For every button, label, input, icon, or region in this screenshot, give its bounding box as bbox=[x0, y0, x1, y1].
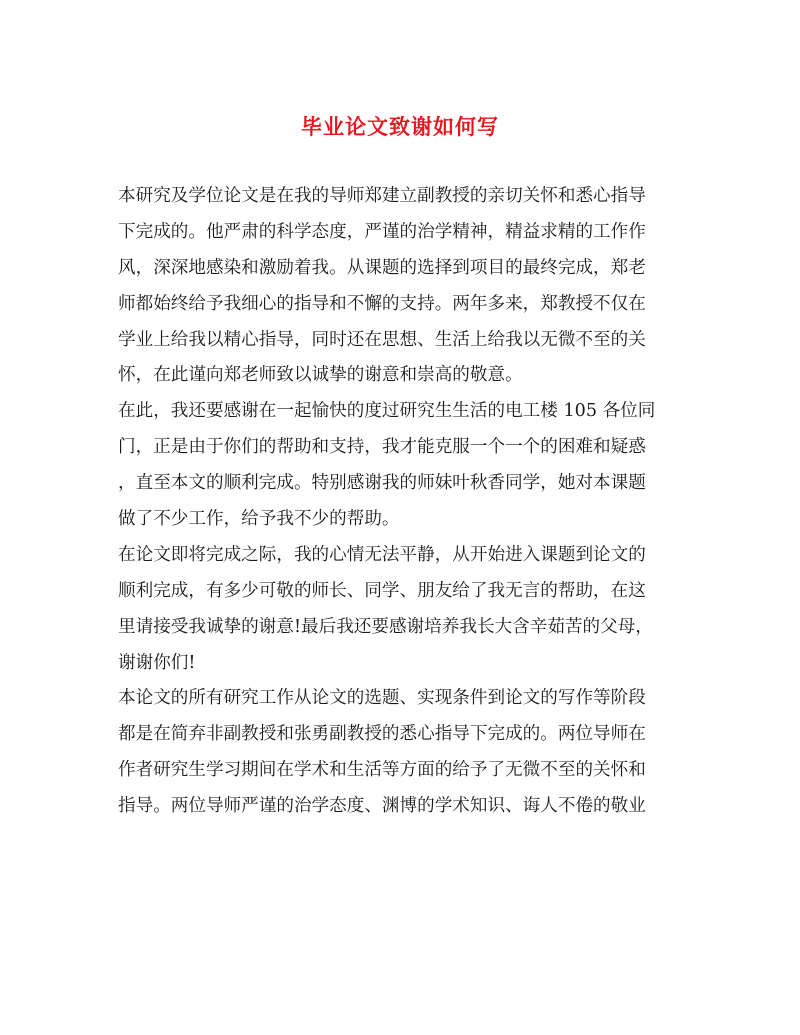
text-line: 指导。两位导师严谨的治学态度、渊博的学术知识、诲人不倦的敬业 bbox=[118, 796, 646, 817]
text-line: 在论文即将完成之际，我的心情无法平静，从开始进入课题到论文的 bbox=[118, 544, 646, 565]
text-line: 本研究及学位论文是在我的导师郑建立副教授的亲切关怀和悉心指导 bbox=[118, 186, 646, 206]
text-line: 都是在简弃非副教授和张勇副教授的悉心指导下完成的。两位导师在 bbox=[118, 724, 646, 745]
text-line: ，直至本文的顺利完成。特别感谢我的师妹叶秋香同学，她对本课题 bbox=[118, 473, 646, 494]
text-line: 在此，我还要感谢在一起愉快的度过研究生生活的电工楼 105 各位同 bbox=[118, 401, 656, 422]
text-line: 风，深深地感染和激励着我。从课题的选择到项目的最终完成，郑老 bbox=[118, 257, 646, 278]
text-line: 下完成的。他严肃的科学态度，严谨的治学精神，精益求精的工作作 bbox=[118, 221, 646, 242]
text-line: 怀，在此谨向郑老师致以诚挚的谢意和崇高的敬意。 bbox=[118, 365, 523, 386]
page-title: 毕业论文致谢如何写 bbox=[301, 114, 499, 139]
text-line: 本论文的所有研究工作从论文的选题、实现条件到论文的写作等阶段 bbox=[118, 688, 646, 709]
document-body bbox=[118, 179, 688, 825]
text-line: 门，正是由于你们的帮助和支持，我才能克服一个一个的困难和疑惑 bbox=[118, 437, 646, 458]
text-line: 作者研究生学习期间在学术和生活等方面的给予了无微不至的关怀和 bbox=[118, 760, 646, 781]
text-line: 师都始终给予我细心的指导和不懈的支持。两年多来，郑教授不仅在 bbox=[118, 293, 646, 314]
text-line: 顺利完成，有多少可敬的师长、同学、朋友给了我无言的帮助，在这 bbox=[118, 580, 646, 601]
text-line: 里请接受我诚挚的谢意!最后我还要感谢培养我长大含辛茹苦的父母， bbox=[118, 616, 653, 637]
text-line: 做了不少工作，给予我不少的帮助。 bbox=[118, 509, 400, 530]
text-line: 谢谢你们! bbox=[118, 652, 196, 673]
text-line: 学业上给我以精心指导，同时还在思想、生活上给我以无微不至的关 bbox=[118, 329, 646, 350]
